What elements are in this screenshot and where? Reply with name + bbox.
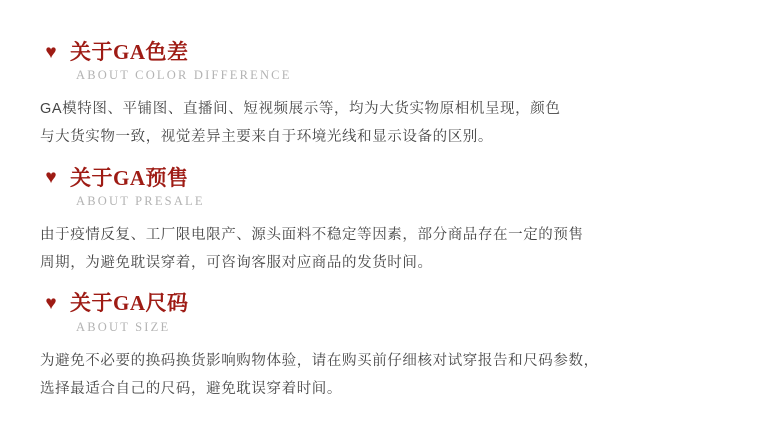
- section-body: [40, 95, 727, 152]
- section-color-difference: [36, 40, 727, 152]
- section-body: [40, 221, 727, 278]
- section-heading: [42, 166, 727, 191]
- section-body: [40, 347, 727, 404]
- heart-icon: ♥: [45, 41, 57, 63]
- section-title-cn: 关于GA尺码: [70, 291, 189, 316]
- body-line: GA模特图、平铺图、直播间、短视频展示等，均为大货实物原相机呈现，颜色: [40, 101, 561, 118]
- section-heading: [42, 291, 727, 316]
- section-presale: [36, 166, 727, 278]
- section-title-en: ABOUT SIZE: [76, 319, 171, 334]
- section-title-en: ABOUT COLOR DIFFERENCE: [76, 68, 292, 83]
- heart-icon: ♥: [45, 293, 57, 315]
- body-line: 与大货实物一致，视觉差异主要来自于环境光线和显示设备的区别。: [40, 129, 493, 146]
- section-heading: [42, 40, 727, 65]
- body-line: 选择最适合自己的尺码，避免耽误穿着时间。: [40, 380, 342, 397]
- section-size: [36, 291, 727, 403]
- body-line: 为避免不必要的换码换货影响购物体验，请在购买前仔细核对试穿报告和尺码参数，: [40, 352, 599, 369]
- section-title-en: ABOUT PRESALE: [76, 193, 205, 208]
- body-line: 由于疫情反复、工厂限电限产、源头面料不稳定等因素，部分商品存在一定的预售: [40, 226, 584, 243]
- section-title-cn: 关于GA色差: [70, 40, 189, 64]
- section-title-cn: 关于GA预售: [70, 165, 189, 190]
- body-line: 周期，为避免耽误穿着，可咨询客服对应商品的发货时间。: [40, 255, 433, 272]
- heart-icon: ♥: [45, 167, 57, 189]
